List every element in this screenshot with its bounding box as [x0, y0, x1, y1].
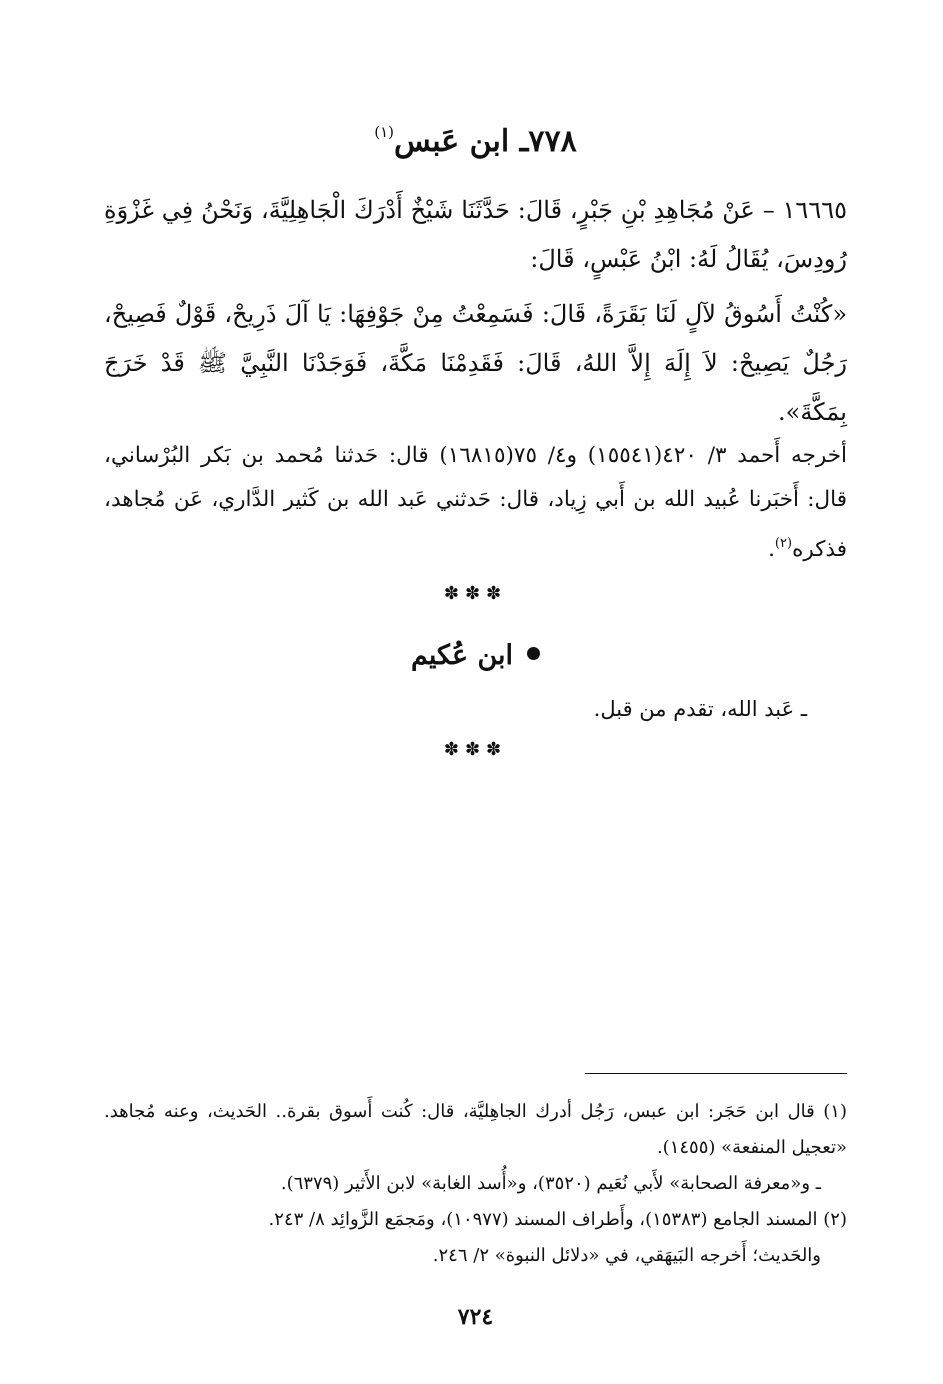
entry-name: ابن عَبس [394, 124, 510, 159]
takhrij-text: أخرجه أَحمد ٣/ ٤٢٠(١٥٥٤١) و٤/ ٧٥(١٦٨١٥) قال: حَدثنا مُحمد بن بَكر البُرْساني، قال: أَخبَرنا عُبيد الله بن أَبي زِياد، قال: حَدثني عَبد الله بن كَثير الدَّاري، عَن مُجاهد، فذكره [104, 443, 847, 562]
footnote-1: (١) قال ابن حَجَر: ابن عبس، رَجُل أدرك الجاهِليَّة، قال: كُنت أَسوق بقرة.. الحَديث، وعنه مُجاهد. «تعجيل المنفعة» (١٤٥٥). [104, 1101, 847, 1158]
page-number: ٧٢٤ [457, 1304, 494, 1330]
footnote-1-continuation: ـ و«معرفة الصحابة» لأَبي نُعَيم (٣٥٢٠)، و«أُسد الغابة» لابن الأَثير (٦٣٧٩). [280, 1173, 821, 1194]
hadith-number: ١٦٦٦٥ [782, 196, 847, 224]
hadith-isnad: – عَنْ مُجَاهِدِ بْنِ جَبْرٍ، قَالَ: حَدَّثَنَا شَيْخٌ أَدْرَكَ الْجَاهِلِيَّةَ، وَنَحْنُ فِي غَزْوَةِ رُودِسَ، يُقَالُ لَهُ: ابْنُ عَبْسٍ، قَالَ: [104, 196, 847, 273]
book-page [104, 0, 847, 1384]
section-heading-text: ابن عُكيم [410, 640, 514, 671]
footnote-2: (٢) المسند الجامع (١٥٣٨٣)، وأَطراف المسند (١٠٩٧٧)، ومَجمَع الزَّوائِد ٨/ ٢٤٣. [268, 1209, 847, 1230]
separator-stars-2: ✽✽✽ [443, 739, 508, 760]
hadith-matn: «كُنْتُ أَسُوقُ لآلٍ لَنَا بَقَرَةً، قَالَ: فَسَمِعْتُ مِنْ جَوْفِهَا: يَا آلَ ذَرِيحْ، قَوْلٌ فَصِيحْ، رَجُلٌ يَصِيحْ: لاَ إِلَهَ إِلاَّ اللهُ، قَالَ: فَقَدِمْنَا مَكَّةَ، فَوَجَدْنَا النَّبِيَّ ﷺ قَدْ خَرَجَ بِمَكَّةَ». [104, 300, 847, 426]
footnote-2-continuation: والحَديث؛ أَخرجه البَيهَقي، في «دلائل النبوة» ٢/ ٢٤٦. [432, 1245, 821, 1266]
hadith-text [104, 186, 847, 437]
takhrij-end: . [768, 537, 775, 562]
takhrij-paragraph [104, 434, 847, 572]
entry-title [104, 112, 847, 162]
footnote-divider [585, 1073, 847, 1074]
section-heading [104, 636, 847, 676]
footnotes [104, 1094, 847, 1274]
cross-reference: ـ عَبد الله، تقدم من قبل. [593, 697, 807, 721]
separator-stars-1: ✽✽✽ [443, 583, 508, 604]
entry-footnote-ref: (١) [374, 123, 394, 141]
bullet-icon [527, 647, 540, 660]
entry-dash: ـ [519, 124, 529, 159]
hadith-isnad-paragraph [104, 186, 847, 284]
takhrij-footnote-ref: (٢) [774, 536, 793, 551]
entry-number: ٧٧٨ [528, 124, 577, 159]
